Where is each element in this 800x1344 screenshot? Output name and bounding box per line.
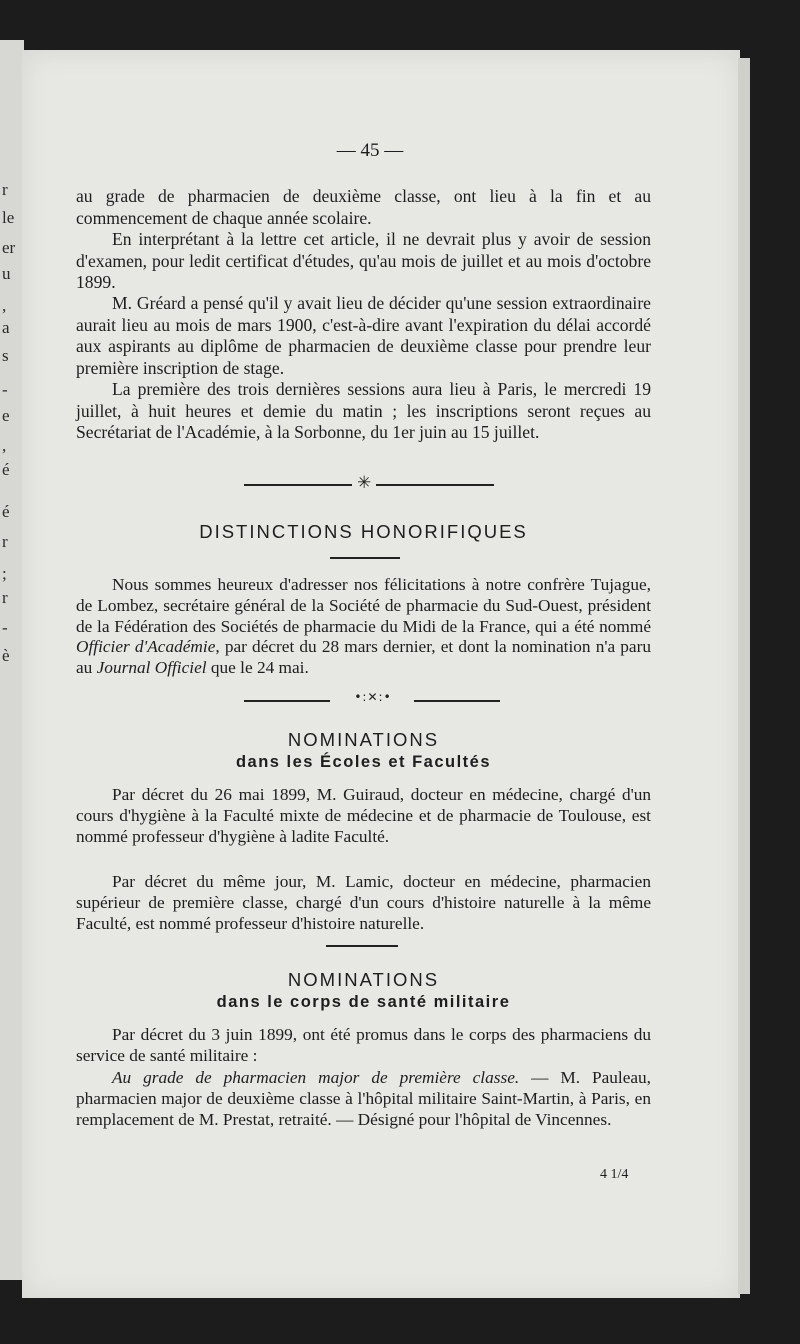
nominations-militaire-paragraph-1: Par décret du 3 juin 1899, ont été promus dans le corps des pharmaciens du service de santé militaire :: [76, 1025, 651, 1065]
left-margin-letter: r: [2, 180, 8, 199]
nominations-ecoles-subheading: dans les Écoles et Facultés: [235, 753, 492, 771]
intro-paragraph-3: M. Gréard a pensé qu'il y avait lieu de décider qu'une session extraordinaire aurait lieu au mois de mars 1900, c'est-à-dire avant l'expiration du délai accordé aux aspirants au diplôme de pharmacien de deuxième classe pour prendre leur première inscription de stage.: [76, 293, 651, 378]
distinctions-paragraph: Nous sommes heureux d'adresser nos félicitations à notre confrère Tujague, de Lombez, secrétaire général de la Société de pharmacie du Sud-Ouest, président de la Fédération des Sociétés de pharmacie du Midi de la France, qui a été nommé Officier d'Académie, par décret du 28 mars dernier, et dont la nomination n'a paru au Journal Officiel que le 24 mai.: [76, 575, 651, 678]
section-rule: [326, 945, 398, 947]
signature-mark: 4 1/4: [600, 1167, 629, 1182]
left-margin-letter: ;: [2, 564, 7, 583]
page-edge: [738, 58, 750, 1294]
left-margin-letter: e: [2, 406, 10, 425]
nominations-militaire-subheading: dans le corps de santé militaire: [216, 993, 511, 1011]
left-margin-letter: r: [2, 532, 8, 551]
left-margin-letter: é: [2, 460, 10, 479]
nominations-ecoles-paragraph-1: Par décret du 26 mai 1899, M. Guiraud, docteur en médecine, chargé d'un cours d'hygiène à la Faculté mixte de médecine et de pharmacie de Toulouse, est nommé professeur d'hygiène à ladite Faculté.: [76, 785, 651, 846]
page-number: — 45 —: [336, 140, 404, 161]
nominations-ecoles-heading: NOMINATIONS: [287, 729, 440, 750]
intro-paragraph-1: au grade de pharmacien de deuxième classe, ont lieu à la fin et au commencement de chaque année scolaire.: [76, 186, 651, 228]
left-margin-letter: -: [2, 618, 8, 637]
intro-paragraph-2: En interprétant à la lettre cet article, il ne devrait plus y avoir de session d'examen, pour ledit certificat d'études, qu'au mois de juillet et au mois d'octobre 1899.: [76, 229, 651, 292]
ornament-glyph: •:✕:•: [354, 690, 392, 704]
ornament-divider: [244, 692, 500, 710]
nominations-militaire-heading: NOMINATIONS: [287, 969, 440, 990]
nominations-ecoles-paragraph-2: Par décret du même jour, M. Lamic, docteur en médecine, pharmacien supérieur de première classe, chargé d'un cours d'histoire naturelle à la même Faculté, est nommé professeur d'histoire naturelle.: [76, 872, 651, 933]
left-margin-letter: a: [2, 318, 10, 337]
left-margin-letter: s: [2, 346, 9, 365]
nominations-militaire-paragraph-2: Au grade de pharmacien major de première classe. — M. Pauleau, pharmacien major de deuxième classe à l'hôpital militaire Saint-Martin, à Paris, en remplacement de M. Prestat, retraité. — Désigné pour l'hôpital de Vincennes.: [76, 1068, 652, 1129]
left-margin-letter: -: [2, 380, 8, 399]
intro-paragraph-4: La première des trois dernières sessions aura lieu à Paris, le mercredi 19 juillet, à huit heures et demie du matin ; les inscriptions seront reçues au Secrétariat de l'Académie, à la Sorbonne, du 1er juin au 15 juillet.: [76, 379, 651, 442]
left-margin-letter: er: [2, 238, 16, 257]
heading-rule: [330, 557, 400, 559]
left-margin-letter: u: [2, 264, 11, 283]
star-ornament: ✳: [357, 473, 372, 493]
star-divider: [244, 473, 494, 493]
distinctions-heading: DISTINCTIONS HONORIFIQUES: [199, 521, 528, 542]
left-page-edge: [0, 40, 24, 1280]
left-margin-letter: r: [2, 588, 8, 607]
left-margin-letter: ,: [2, 436, 7, 455]
left-margin-letter: é: [2, 502, 10, 521]
left-margin-letter: le: [2, 208, 15, 227]
left-margin-letter: ,: [2, 296, 7, 315]
left-margin-letter: è: [2, 646, 10, 665]
